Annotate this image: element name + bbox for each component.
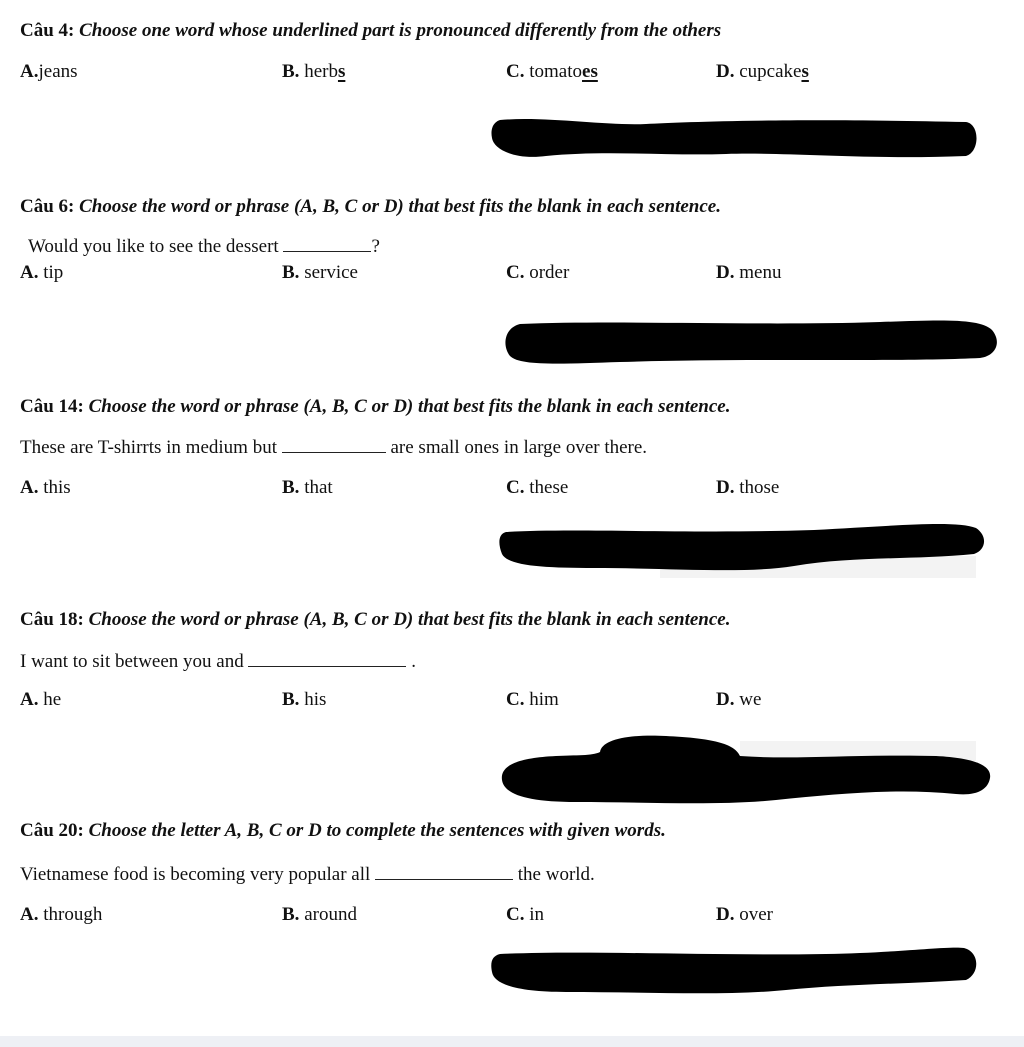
q20-label: Câu 20: [20,820,84,841]
q6-label: Câu 6: [20,196,75,217]
redaction-mark-5 [486,940,982,1000]
q14-label: Câu 14: [20,396,84,417]
q4-option-a[interactable]: A.jeans [20,61,78,82]
q14-option-c[interactable]: C. these [506,477,569,498]
underlined-part: es [582,61,598,82]
q14-option-d[interactable]: D. those [716,477,780,498]
q20-option-b[interactable]: B. around [282,904,357,925]
q14-option-a[interactable]: A. this [20,477,71,498]
q6-sentence: Would you like to see the dessert ? [28,233,380,258]
redaction-mark-4 [496,732,994,806]
redaction-mark-2 [500,314,1002,370]
q18-prompt: Choose the word or phrase (A, B, C or D) that best fits the blank in each sentence. [88,609,731,630]
q4-prompt: Choose one word whose underlined part is pronounced differently from the others [79,20,722,41]
page-bottom-edge [0,1036,1024,1047]
q20-option-a[interactable]: A. through [20,904,103,925]
q6-title [20,196,721,218]
q20-prompt: Choose the letter A, B, C or D to complete the sentences with given words. [88,820,666,841]
q18-label: Câu 18: [20,609,84,630]
q18-option-a[interactable]: A. he [20,689,62,710]
q6-option-c[interactable]: C. order [506,262,570,283]
q14-prompt: Choose the word or phrase (A, B, C or D) that best fits the blank in each sentence. [88,396,731,417]
q18-title [20,609,730,631]
q4-option-c[interactable]: C. tomatoes [506,61,598,82]
q20-option-c[interactable]: C. in [506,904,545,925]
q20-title [20,820,666,842]
q18-sentence: I want to sit between you and . [20,648,416,673]
q14-title [20,396,730,418]
q6-option-a[interactable]: A. tip [20,262,64,283]
q18-option-b[interactable]: B. his [282,689,327,710]
q6-option-b[interactable]: B. service [282,262,358,283]
q6-prompt: Choose the word or phrase (A, B, C or D) that best fits the blank in each sentence. [79,196,721,217]
answer-blank[interactable] [375,861,513,880]
redaction-mark-3 [494,516,988,576]
q6-option-d[interactable]: D. menu [716,262,782,283]
answer-blank[interactable] [282,434,386,453]
q18-option-c[interactable]: C. him [506,689,559,710]
underlined-part: s [337,61,346,82]
q4-option-d[interactable]: D. cupcakes [716,61,809,82]
q4-title [20,20,721,42]
q20-option-d[interactable]: D. over [716,904,773,925]
redaction-mark-1 [486,110,981,166]
answer-blank[interactable] [248,648,406,667]
q14-option-b[interactable]: B. that [282,477,333,498]
q14-sentence: These are T-shirrts in medium but are small ones in large over there. [20,434,647,459]
q18-option-d[interactable]: D. we [716,689,762,710]
underlined-part: s [801,61,809,82]
q4-option-b[interactable]: B. herbs [282,61,346,82]
q20-sentence: Vietnamese food is becoming very popular all the world. [20,861,595,886]
q4-label: Câu 4: [20,20,75,41]
answer-blank[interactable] [283,233,371,252]
